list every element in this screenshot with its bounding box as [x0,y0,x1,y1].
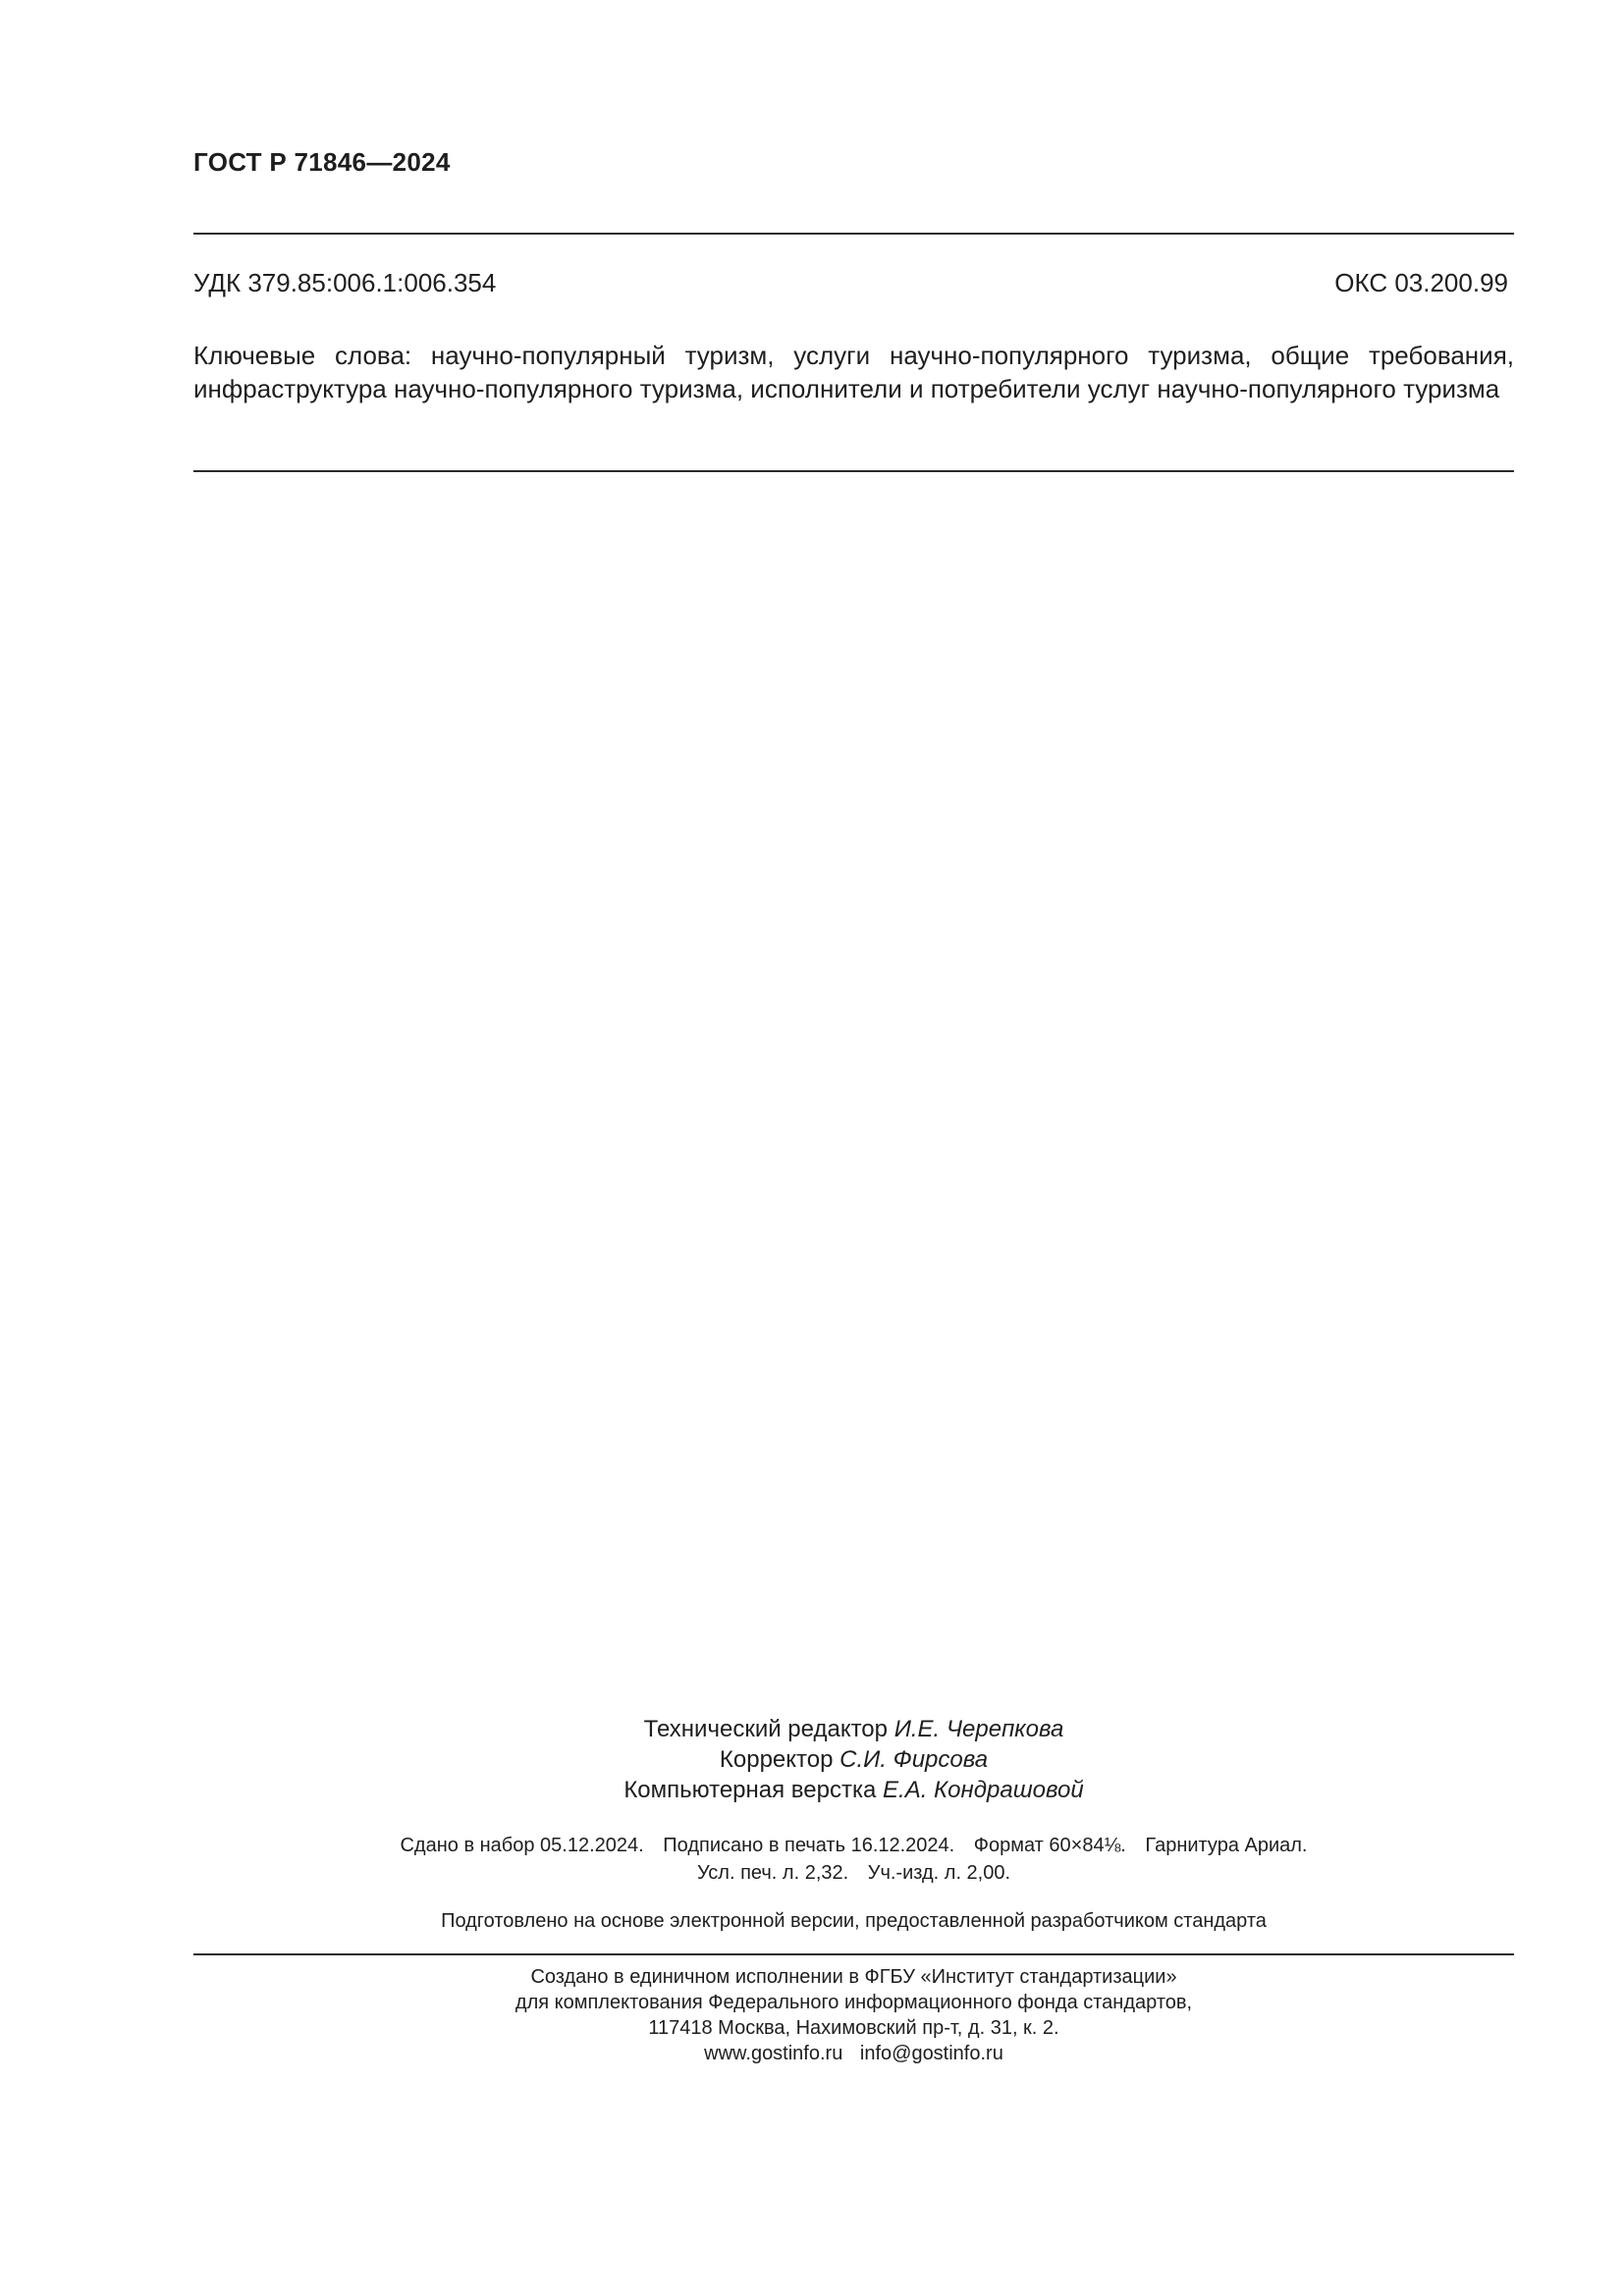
signed-date: Подписано в печать 16.12.2024. [663,1835,955,1856]
standard-code: ГОСТ Р 71846—2024 [193,147,451,177]
corrector-line [193,1744,1514,1775]
corrector-name: С.И. Фирсова [839,1746,989,1773]
created-line-2: для комплектования Федерального информационного фонда стандартов, [514,1992,1193,2013]
footer-divider [193,1953,1514,1955]
keywords-divider [193,470,1514,472]
layout-label: Компьютерная верстка [623,1777,877,1803]
print-info-block [193,1832,1514,1887]
publisher-sheets: Уч.-изд. л. 2,00. [867,1862,1011,1884]
oks-code: ОКС 03.200.99 [1334,268,1508,297]
udk-code: УДК 379.85:006.1:006.354 [193,268,497,297]
website-link[interactable]: www.gostinfo.ru [704,2043,843,2064]
created-line-3: 117418 Москва, Нахимовский пр-т, д. 31, к. 2. [648,2017,1059,2039]
email-link[interactable]: info@gostinfo.ru [859,2043,1003,2064]
layout-name: Е.А. Кондрашовой [883,1777,1084,1803]
submitted-date: Сдано в набор 05.12.2024. [400,1835,644,1856]
layout-line [193,1775,1514,1805]
print-info-line-1 [193,1832,1514,1859]
created-line-1: Создано в единичном исполнении в ФГБУ «Институт стандартизации» [530,1966,1177,1988]
typeface: Гарнитура Ариал. [1145,1835,1308,1856]
tech-editor-name: И.Е. Черепкова [893,1716,1064,1742]
contacts-line [193,2041,1514,2066]
credits-block [193,1714,1514,1805]
corrector-label: Корректор [719,1746,834,1773]
tech-editor-line [193,1714,1514,1744]
print-info-line-2 [193,1859,1514,1887]
paper-format: Формат 60×84⅛. [973,1835,1126,1856]
prepared-note: Подготовлено на основе электронной версии, предоставленной разработчиком стандарта [441,1910,1267,1932]
tech-editor-label: Технический редактор [643,1716,889,1742]
created-info-block [193,1964,1514,2066]
keywords-paragraph: Ключевые слова: научно-популярный туризм, услуги научно-популярного туризма, общие требования, инфраструктура научно-популярного туризма, исполнители и потребители услуг научно-популярного туризма [193,341,1514,403]
top-divider [193,233,1514,235]
print-sheets: Усл. печ. л. 2,32. [696,1862,849,1884]
